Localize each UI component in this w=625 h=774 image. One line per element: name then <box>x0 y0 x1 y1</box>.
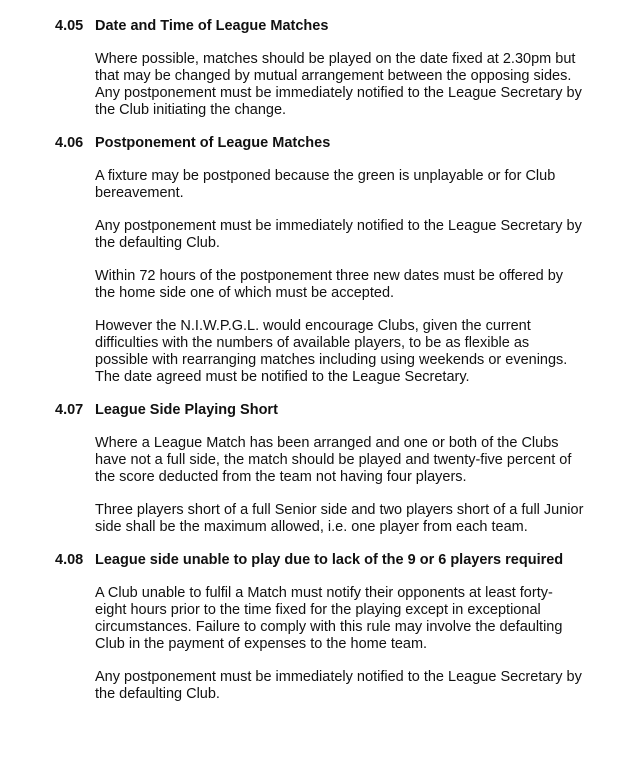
section-title: Date and Time of League Matches <box>95 18 329 34</box>
section-4-06 <box>0 135 625 386</box>
section-paragraph: A fixture may be postponed because the green is unplayable or for Club bereavement. <box>95 168 556 201</box>
section-paragraph: Within 72 hours of the postponement three new dates must be offered by the home side one of which must be accepted. <box>95 268 564 301</box>
section-4-07 <box>0 402 625 536</box>
section-paragraph: Any postponement must be immediately notified to the League Secretary by the defaulting Club. <box>95 669 582 702</box>
section-number: 4.07 <box>55 402 84 418</box>
section-paragraph: Any postponement must be immediately notified to the League Secretary by the defaulting Club. <box>95 218 582 251</box>
section-title: League Side Playing Short <box>95 402 278 418</box>
section-paragraph: A Club unable to fulfil a Match must notify their opponents at least forty- eight hours prior to the time fixed for the playing except in exceptional circumstances. Failure to comply with this rule may involve the defaulting Club in the payment of expenses to the home team. <box>95 585 563 652</box>
section-4-08 <box>0 552 625 703</box>
section-number: 4.05 <box>55 18 84 34</box>
section-number: 4.08 <box>55 552 84 568</box>
section-paragraph: However the N.I.W.P.G.L. would encourage Clubs, given the current difficulties with the numbers of available players, to be as flexible as possible with rearranging matches including using weekends or evenings. The date agreed must be notified to the League Secretary. <box>95 318 568 385</box>
section-paragraph: Three players short of a full Senior side and two players short of a full Junior side shall be the maximum allowed, i.e. one player from each team. <box>95 502 584 535</box>
section-number: 4.06 <box>55 135 84 151</box>
section-paragraph: Where possible, matches should be played on the date fixed at 2.30pm but that may be changed by mutual arrangement between the opposing sides. <box>95 51 576 84</box>
section-paragraph: Where a League Match has been arranged and one or both of the Clubs have not a full side, the match should be played and twenty-five percent of the score deducted from the team not having four players. <box>95 435 572 485</box>
section-title: Postponement of League Matches <box>95 135 331 151</box>
section-4-05 <box>0 18 625 119</box>
section-title: League side unable to play due to lack of the 9 or 6 players required <box>95 552 564 568</box>
section-paragraph: Any postponement must be immediately notified to the League Secretary by the Club initiating the change. <box>95 85 582 118</box>
